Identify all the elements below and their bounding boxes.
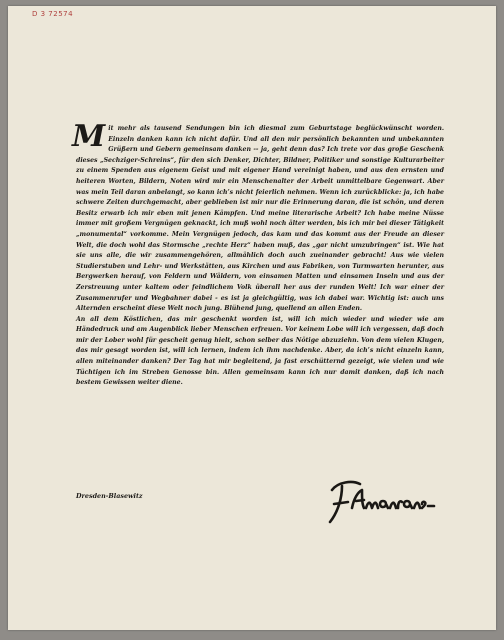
paragraph-2: An all dem Köstlichen, das mir geschenkt worden ist, will ich mich wieder und wieder wie am Händedruck und am Augenblick lieber Menschen erfreuen. Vor keinem Lobe will ich vergessen, daß doch mir der Lober wohl für gescheit genug hielt, schon selber das Nötige abzuziehn. Von dem vielen Klugen, das mir gesagt worden ist, will ich lernen, indem ich ihm nachdenke. Aber, da ich’s nicht einzeln kann, allen miteinander danken? Der Tag hat mir begleitend, ja fast erschütternd gezeigt, wie vielen und wie Tüchtigen ich im Streben Genosse bin. Allen gemeinsam kann ich nur damit danken, daß ich nach bestem Gewissen weiter diene.	[76, 315, 444, 387]
archive-number: D 3 72574	[32, 10, 74, 18]
signature-image	[318, 468, 438, 528]
place-line: Dresden-Blasewitz	[76, 492, 143, 500]
paragraph-1: it mehr als tausend Sendungen bin ich diesmal zum Geburtstage beglückwünscht worden. Einzeln danken kann ich nicht dafür. Und all den mir persönlich bekannten und unbekannten Grüßern und Gebern gemeinsam danken -- ja, geht denn das? Ich trete vor das große Geschenk dieses „Sechziger-Schreins“, für den sich Denker, Dichter, Bildner, Politiker und sonstige Kulturarbeiter zu einem Spenden aus eigenem Geist und mit eigener Hand vereinigt haben, und aus den ernsten und heiteren Worten, Bildern, Noten wird mir ein Menschenalter der Arbeit unmittelbare Gegenwart. Aber was mein Teil daran anbelangt, so kann ich’s nicht feierlich nehmen. Wenn ich zurückblicke: ja, ich habe schwere Zeiten durchgemacht, aber geblieben ist mir nur die Erinnerung daran, die ist schön, und deren Besitz erwarb ich mir eben mit jenen Kämpfen. Und meine literarische Arbeit? Ich habe meine Nüsse immer mit großem Vergnügen geknackt, ich muß wohl noch älter werden, bis ich mir bei dieser Tätigkeit „monumental“ vorkomme. Mein Vergnügen jedoch, das kam und das kommt aus der Freude an dieser Welt, die doch wohl das Stormsche „rechte Herz“ haben muß, das „gar nicht umzubringen“ ist. Wie hat sie uns alle, die wir zusammengehören, allmählich doch auch zueinander gebracht! Aus wie vielen Studierstuben und Lehr- und Werkstätten, aus Kirchen und aus Fabriken, von Turmwarten herunter, aus Bergwerken herauf, von Feldern und Wäldern, von einsamen Matten und einsamen Inseln und aus der Zerstreuung unter kaltem oder feindlichem Volk überall her aus der runden Welt! Ich war einer der Zusammenrufer und Wegbahner dabei - es ist ja gleichgültig, was ich dabei war. Wichtig ist: auch uns Alternden erscheint diese Welt noch jung. Blühend jung, quellend an allen Enden.	[76, 125, 444, 313]
drop-initial: M	[72, 119, 106, 154]
letter-body	[72, 119, 444, 389]
letter-sheet	[8, 6, 496, 630]
